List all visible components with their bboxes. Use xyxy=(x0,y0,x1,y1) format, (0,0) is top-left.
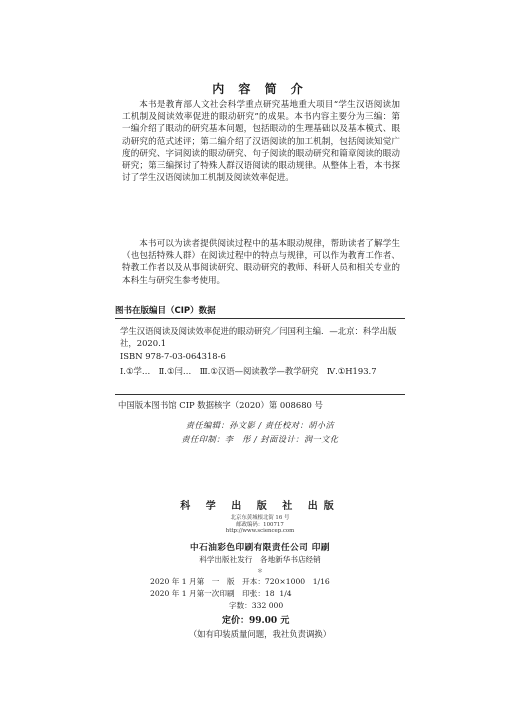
cip-bottom-rule xyxy=(115,394,405,395)
cip-record-number: 中国版本图书馆 CIP 数据核字（2020）第 008680 号 xyxy=(118,400,323,410)
printing-row: 2020 年 1 月第一次印刷 印张：18 1/4 xyxy=(150,589,292,598)
separator-star: ＊ xyxy=(256,568,263,575)
printer-name: 中石油彩色印刷有限责任公司 印刷 xyxy=(190,543,330,553)
publisher-address: 北京东黄城根北街 16 号 xyxy=(230,515,290,521)
cip-heading: 图书在版编目（CIP）数据 xyxy=(115,306,216,316)
intro-title: 内 容 简 介 xyxy=(212,82,308,96)
edition-row: 2020 年 1 月第 一 版 开本：720×1000 1/16 xyxy=(150,577,330,586)
staff-line-editors: 责任编辑：孙文影 / 责任校对：胡小洁 xyxy=(185,420,335,430)
cip-isbn: ISBN 978-7-03-064318-6 xyxy=(120,350,226,361)
word-count: 字数：332 000 xyxy=(229,601,284,610)
publisher-website: http://www.sciencep.com xyxy=(225,528,295,534)
price: 定价：99.00 元 xyxy=(222,616,290,626)
publisher-name: 科 学 出 版 社 出版 xyxy=(180,501,340,512)
cip-block xyxy=(120,325,405,378)
staff-line-printing: 责任印制：李 彤 / 封面设计：润一文化 xyxy=(181,434,339,444)
publisher-postcode: 邮政编码：100717 xyxy=(236,522,284,528)
cip-subjects: Ⅰ.①学… Ⅱ.①闫… Ⅲ.①汉语—阅读教学—教学研究 Ⅳ.①H193.7 xyxy=(120,366,377,377)
intro-paragraph-2: 本书可以为读者提供阅读过程中的基本眼动规律，帮助读者了解学生（也包括特殊人群）在阅读过程中的特点与规律，可以作为教育工作者、特教工作者以及从事阅读研究、眼动研究的教师、科研人员和相关专业的本科生与研究生参考使用。 xyxy=(122,239,400,286)
cip-top-rule xyxy=(115,318,405,319)
intro-paragraph-1: 本书是教育部人文社会科学重点研究基地重大项目“学生汉语阅读加工机制及阅读效率促进的眼动研究”的成果。本书内容主要分为三编：第一编介绍了眼动的研究基本问题，包括眼动的生理基础以及基本模式、眼动研究的范式述评；第二编介绍了汉语阅读的加工机制，包括阅读知觉广度的研究、字词阅读的眼动研究、句子阅读的眼动研究和篇章阅读的眼动研究；第三编探讨了特殊人群汉语阅读的眼动规律。从整体上看，本书探讨了学生汉语阅读加工机制及阅读效率促进。 xyxy=(122,100,400,184)
cip-bibliography: 学生汉语阅读及阅读效率促进的眼动研究／闫国利主编．—北京：科学出版社，2020.1 xyxy=(120,326,397,349)
quality-notice: （如有印装质量问题，我社负责调换） xyxy=(188,629,332,639)
distributor-line: 科学出版社发行 各地新华书店经销 xyxy=(199,555,321,564)
